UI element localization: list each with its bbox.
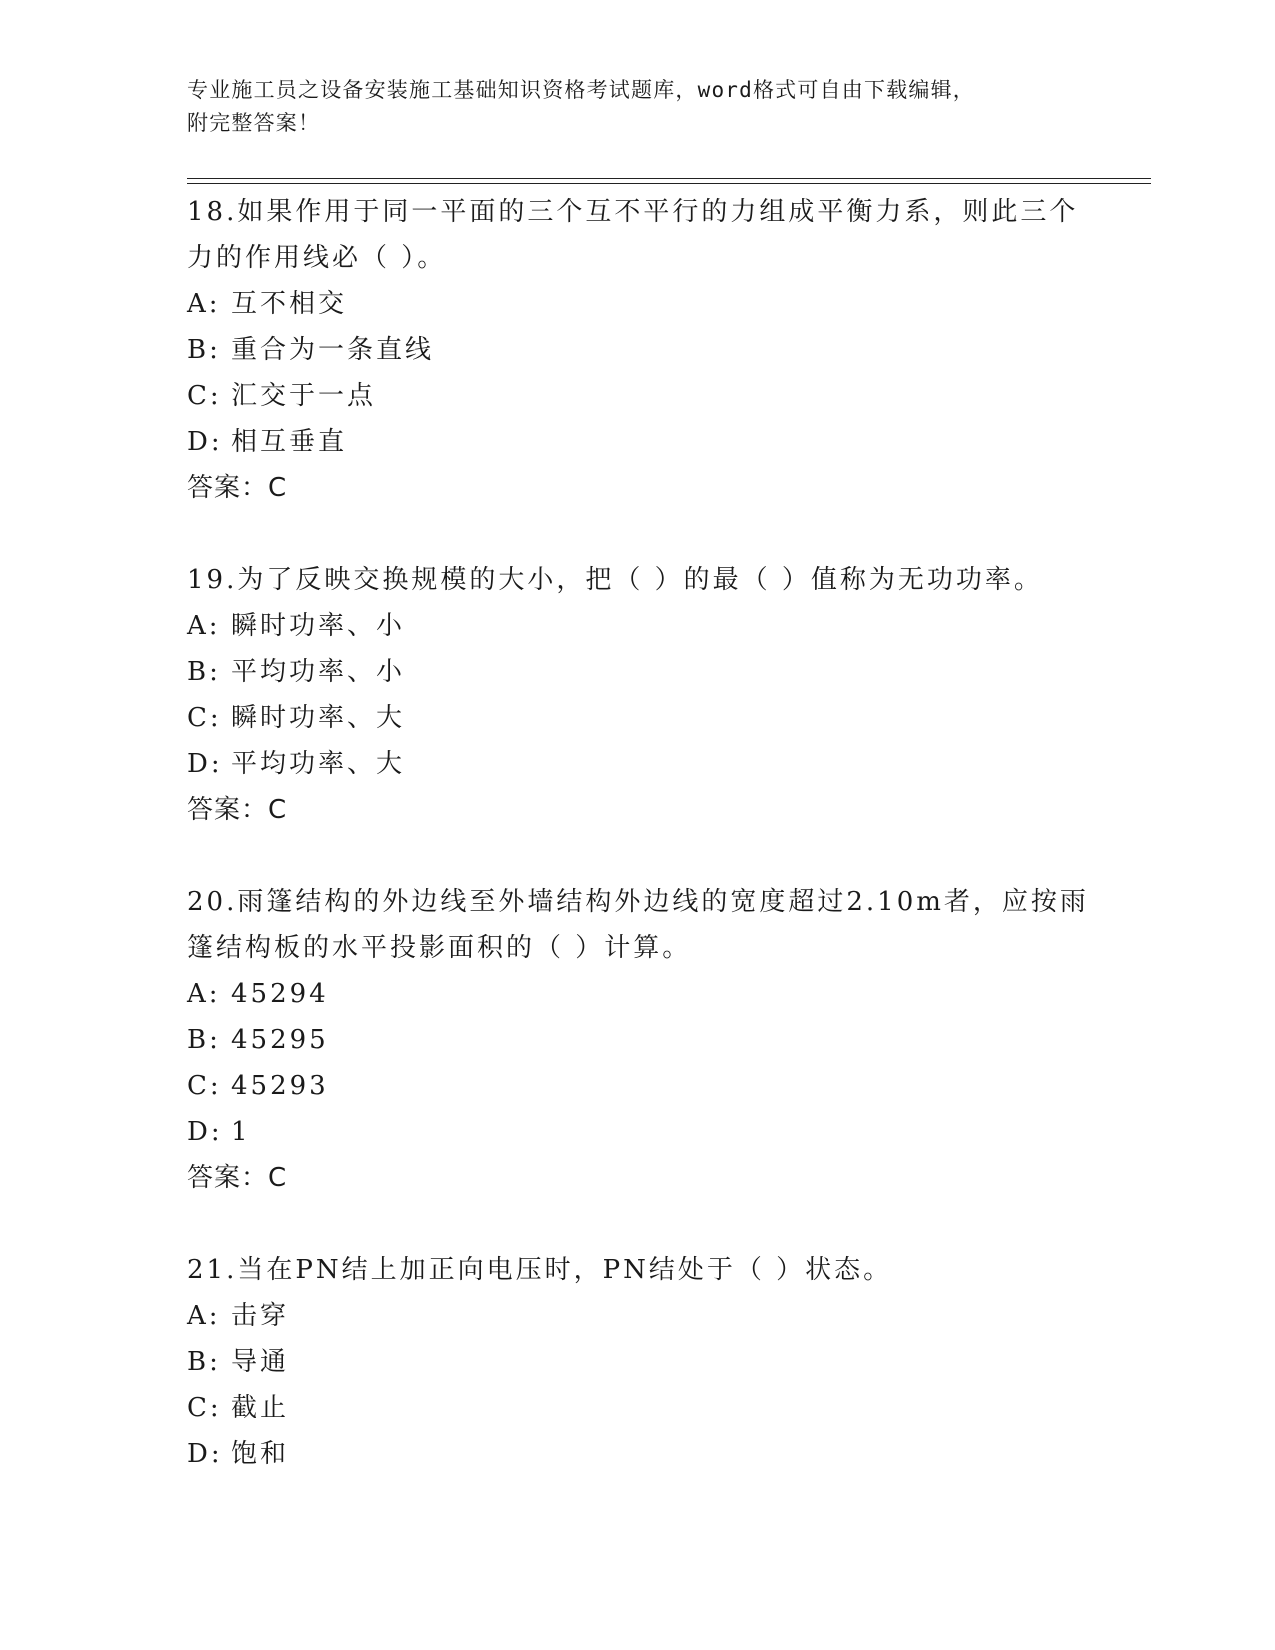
option-letter: B: (187, 1025, 221, 1055)
option-letter: C: (187, 1071, 222, 1101)
option-c (187, 1385, 1087, 1431)
option-letter: D: (187, 749, 223, 779)
option-text: 汇交于一点 (231, 381, 377, 411)
answer-line: 答案：C (187, 1163, 288, 1193)
header-divider-top (187, 178, 1151, 179)
option-letter: D: (187, 1117, 223, 1147)
option-letter: A: (187, 979, 221, 1009)
stem-line: 18.如果作用于同一平面的三个互不平行的力组成平衡力系，则此三个 (187, 197, 1079, 227)
answer-line: 答案：C (187, 795, 288, 825)
header-line-2: 附完整答案！ (187, 111, 321, 135)
option-letter: C: (187, 703, 222, 733)
option-text: 击穿 (231, 1301, 290, 1331)
option-b (187, 1017, 1087, 1063)
option-letter: D: (187, 1439, 223, 1469)
option-letter: D: (187, 427, 223, 457)
option-c (187, 695, 1087, 741)
option-a (187, 971, 1087, 1017)
question-stem (187, 189, 1087, 281)
option-d (187, 419, 1087, 465)
option-d (187, 1109, 1087, 1155)
option-d (187, 741, 1087, 787)
option-text: 平均功率、大 (231, 749, 406, 779)
option-letter: B: (187, 1347, 221, 1377)
option-text: 45294 (231, 979, 329, 1009)
header-line-1: 专业施工员之设备安装施工基础知识资格考试题库，word格式可自由下载编辑， (187, 78, 975, 102)
stem-line: 20.雨篷结构的外边线至外墙结构外边线的宽度超过2.10m者，应按雨 (187, 887, 1089, 917)
question-21 (187, 1247, 1087, 1477)
option-letter: C: (187, 1393, 222, 1423)
header-divider-bottom (187, 183, 1151, 184)
option-b (187, 1339, 1087, 1385)
option-text: 1 (231, 1117, 251, 1147)
option-text: 45295 (231, 1025, 329, 1055)
option-b (187, 327, 1087, 373)
option-letter: A: (187, 1301, 221, 1331)
option-d (187, 1431, 1087, 1477)
option-text: 重合为一条直线 (231, 335, 435, 365)
question-list (187, 189, 1087, 1523)
question-18 (187, 189, 1087, 511)
question-19 (187, 557, 1087, 833)
option-letter: C: (187, 381, 222, 411)
question-20 (187, 879, 1087, 1201)
option-text: 导通 (231, 1347, 290, 1377)
option-c (187, 1063, 1087, 1109)
option-a (187, 1293, 1087, 1339)
option-letter: B: (187, 657, 221, 687)
question-stem (187, 557, 1087, 603)
stem-line: 21.当在PN结上加正向电压时，PN结处于（ ）状态。 (187, 1255, 893, 1285)
option-letter: A: (187, 611, 221, 641)
stem-line: 19.为了反映交换规模的大小，把（ ）的最（ ）值称为无功功率。 (187, 565, 1043, 595)
option-letter: B: (187, 335, 221, 365)
option-text: 相互垂直 (231, 427, 348, 457)
option-text: 互不相交 (231, 289, 348, 319)
question-stem (187, 1247, 1087, 1293)
question-stem (187, 879, 1087, 971)
option-a (187, 603, 1087, 649)
option-text: 瞬时功率、大 (231, 703, 406, 733)
stem-line: 力的作用线必（ ）。 (187, 243, 447, 273)
option-text: 截止 (231, 1393, 290, 1423)
option-text: 平均功率、小 (231, 657, 406, 687)
option-text: 饱和 (231, 1439, 290, 1469)
option-c (187, 373, 1087, 419)
document-header (187, 74, 1087, 140)
option-b (187, 649, 1087, 695)
option-text: 45293 (231, 1071, 329, 1101)
answer-line: 答案：C (187, 473, 288, 503)
option-text: 瞬时功率、小 (231, 611, 406, 641)
option-a (187, 281, 1087, 327)
stem-line: 篷结构板的水平投影面积的（ ）计算。 (187, 933, 692, 963)
option-letter: A: (187, 289, 221, 319)
